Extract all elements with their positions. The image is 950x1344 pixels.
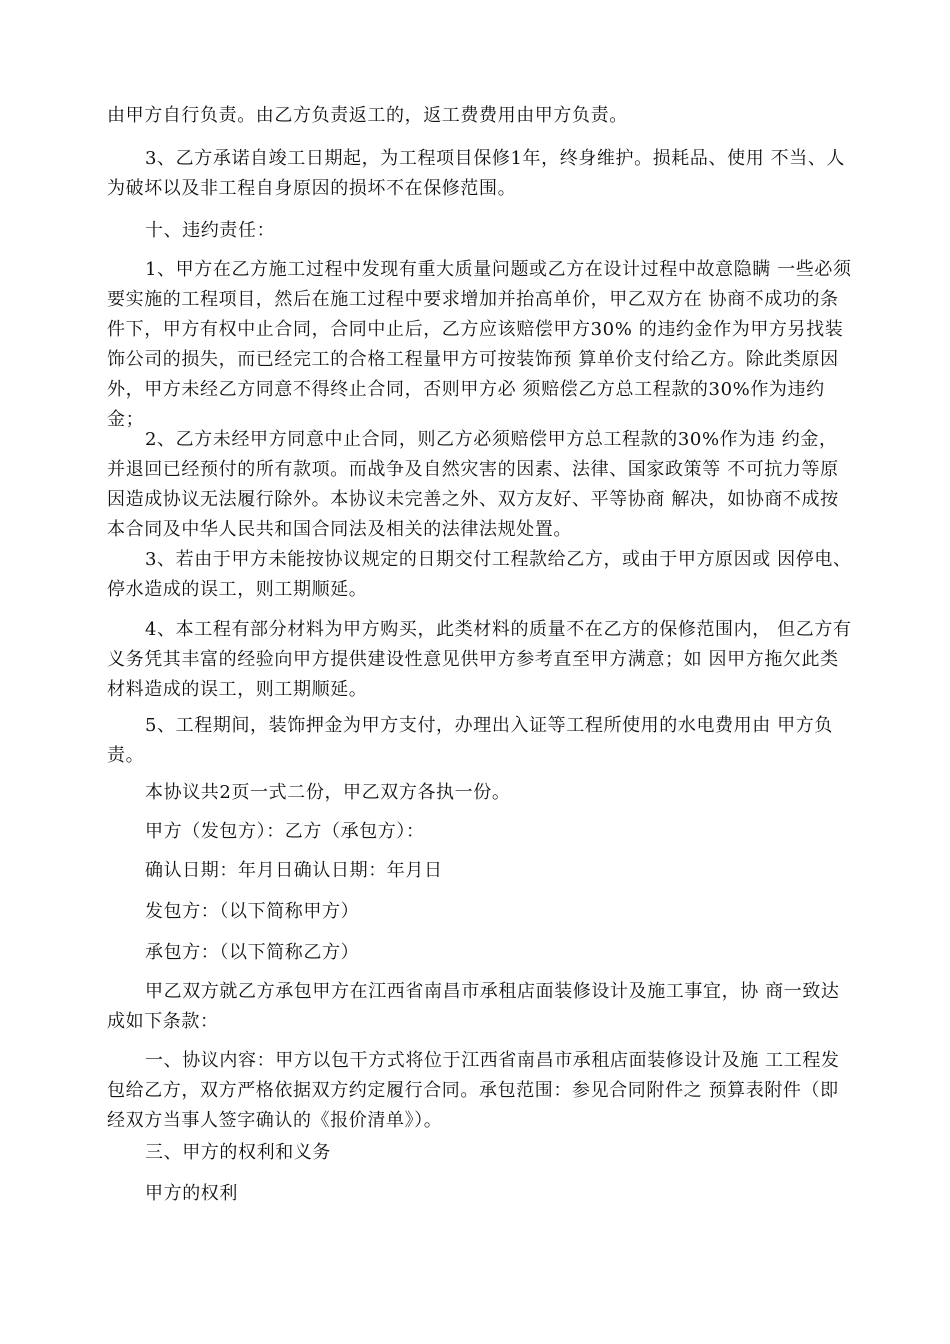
party-a-line: 发包方：（以下简称甲方） — [145, 901, 360, 922]
party-b-line: 承包方：（以下简称乙方） — [145, 942, 360, 963]
subheading-party-a-rights: 甲方的权利 — [145, 1183, 238, 1204]
section-heading-breach: 十、违约责任： — [145, 220, 276, 241]
paragraph-warranty: 3、乙方承诺自竣工日期起，为工程项目保修1年，终身维护。损耗品、使用 不当、人为破坏以及非工程自身原因的损坏不在保修范围。 — [107, 148, 846, 199]
paragraph-breach-2: 2、乙方未经甲方同意中止合同，则乙方必须赔偿甲方总工程款的30%作为违 约金，并退回已经预付的所有款项。而战争及自然灾害的因素、法律、国家政策等 不可抗力等原因造成协议无法履行除外。本协议未完善之外、双方友好、平等协商 解决，如协商不成按本合同及中华人民共和国合同法及相关的法律法规处置。 — [107, 429, 839, 540]
paragraph-breach-4: 4、本工程有部分材料为甲方购买，此类材料的质量不在乙方的保修范围内， 但乙方有义务凭其丰富的经验向甲方提供建设性意见供甲方参考直至甲方满意；如 因甲方拖欠此类材料造成的误工，则工期顺延。 — [107, 619, 852, 700]
section-heading-party-a-rights: 三、甲方的权利和义务 — [145, 1142, 331, 1163]
paragraph-copies: 本协议共2页一式二份，甲乙双方各执一份。 — [145, 782, 511, 803]
paragraph-agreement-content: 一、协议内容：甲方以包干方式将位于江西省南昌市承租店面装修设计及施 工工程发包给乙方，双方严格依据双方约定履行合同。承包范围：参见合同附件之 预算表附件（即经双方当事人签字确认的《报价清单》）。 — [107, 1050, 840, 1131]
paragraph-breach-5: 5、工程期间，装饰押金为甲方支付，办理出入证等工程所使用的水电费用由 甲方负责。 — [107, 715, 833, 766]
paragraph-agreement-intro: 甲乙双方就乙方承包甲方在江西省南昌市承租店面装修设计及施工事宜，协 商一致达成如下条款： — [107, 981, 840, 1032]
paragraph-breach-1: 1、甲方在乙方施工过程中发现有重大质量问题或乙方在设计过程中故意隐瞒 一些必须要实施的工程项目，然后在施工过程中要求增加并抬高单价，甲乙双方在 协商不成功的条件下，甲方有权中止合同，合同中止后，乙方应该赔偿甲方30% 的违约金作为甲方另找装饰公司的损失，而已经完工的合格工程量甲方可按装饰预 算单价支付给乙方。除此类原因外，甲方未经乙方同意不得终止合同，否则甲方必 须赔偿乙方总工程款的30%作为违约金； — [107, 259, 852, 430]
confirm-date-line: 确认日期：年月日确认日期：年月日 — [145, 860, 443, 881]
paragraph-breach-3: 3、若由于甲方未能按协议规定的日期交付工程款给乙方，或由于甲方原因或 因停电、停水造成的误工，则工期顺延。 — [107, 549, 852, 600]
signature-parties-line: 甲方（发包方）：乙方（承包方）： — [145, 821, 425, 842]
paragraph-rework-cost: 由甲方自行负责。由乙方负责返工的，返工费费用由甲方负责。 — [107, 105, 628, 126]
